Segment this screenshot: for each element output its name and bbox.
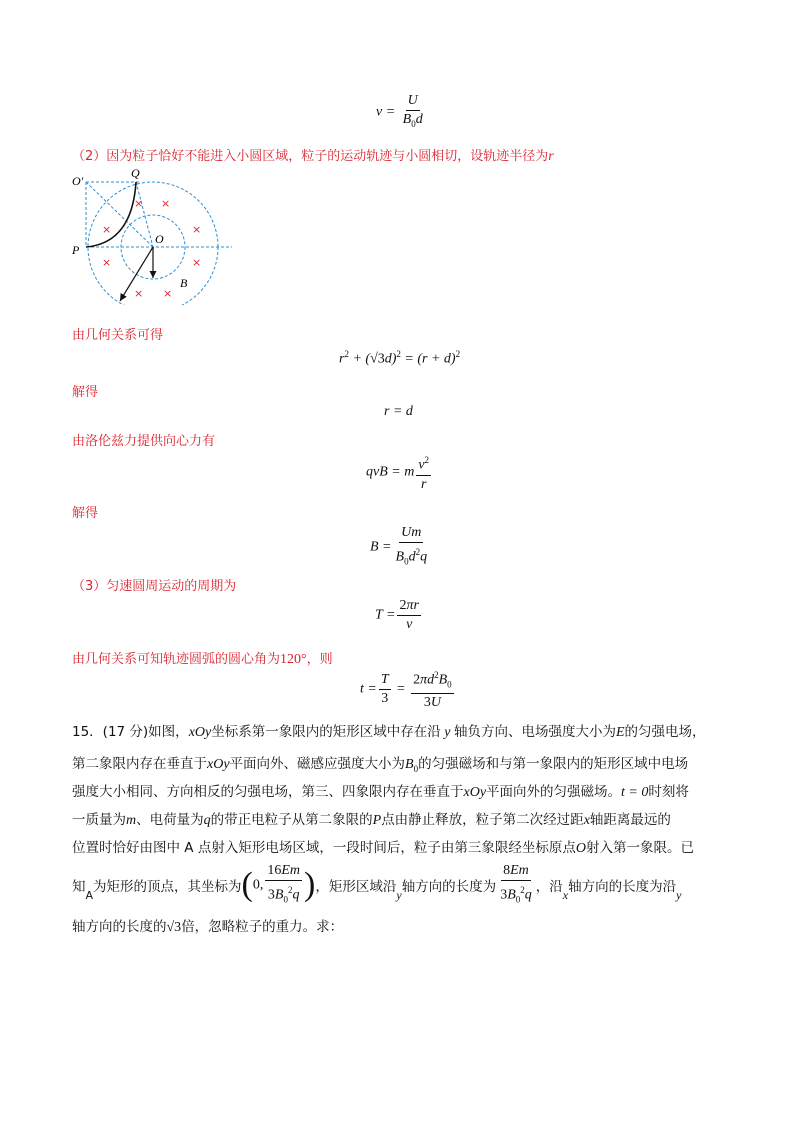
- angle-text: 由几何关系可知轨迹圆弧的圆心角为120°，则: [72, 652, 333, 667]
- equation-geometry: $r^2 + (√3d)^2 = (r + d)^2$: [339, 349, 461, 367]
- q15-line5: 位置时恰好由图中 A 点射入矩形电场区域，一段时间后，粒子由第三象限经坐标原点O射入第一象限。已: [72, 840, 694, 856]
- jiede-2: 解得: [72, 506, 99, 521]
- q15-line7: 轴方向的长度的√3倍，忽略粒子的重力。求：: [72, 919, 344, 935]
- outer-circle: [88, 182, 218, 305]
- lorentz-text: 由洛伦兹力提供向心力有: [72, 434, 216, 449]
- svg-text:×: ×: [161, 197, 171, 210]
- q15-line6: 知 A 为矩形的顶点，其坐标为 (0, $\frac{16Em}{3B_0^2q}$ ) ，矩形区域沿 y 轴方向的长度为 $\frac{8Em}{3B_0^2q}$ ，沿 x 轴方向的长度为沿 y: [72, 862, 682, 905]
- equation-B: B = $\frac{Um}{B_0d^2q}$: [370, 525, 428, 567]
- svg-text:×: ×: [102, 223, 112, 236]
- equation-v: v = $\frac{U}{B_0d}$: [376, 93, 423, 129]
- label-O-prime: O′: [72, 174, 84, 188]
- q15-line1: 15．(17 分)如图，xOy坐标系第一象限内的矩形区域中存在沿 y 轴负方向、电场强度大小为E的匀强电场，: [72, 724, 706, 740]
- svg-text:×: ×: [163, 287, 173, 300]
- svg-text:×: ×: [102, 256, 112, 269]
- geo-text: 由几何关系可得: [72, 328, 164, 343]
- part3-text: （3）匀速圆周运动的周期为: [72, 579, 237, 594]
- label-Q: Q: [131, 166, 140, 180]
- jiede-1: 解得: [72, 385, 99, 400]
- label-P: P: [72, 243, 80, 257]
- trajectory-arc: [86, 182, 136, 247]
- svg-text:×: ×: [192, 223, 202, 236]
- equation-lorentz: qvB = m $\frac{v^2}{r}$: [366, 452, 433, 493]
- q15-line3: 强度大小相同、方向相反的匀强电场，第三、四象限内存在垂直于xOy平面向外的匀强磁场。t = 0时刻将: [72, 784, 689, 800]
- q15-line4: 一质量为m、电荷量为q的带正电粒子从第二象限的P点由静止释放，粒子第二次经过距x轴距离最远的: [72, 812, 671, 828]
- q15-line2: 第二象限内存在垂直于xOy平面向外、磁感应强度大小为$B_0$的匀强磁场和与第一象限内的矩形区域中电场: [72, 756, 689, 774]
- part2-text: （2）因为粒子恰好不能进入小圆区域，粒子的运动轨迹与小圆相切，设轨迹半径为r: [72, 149, 554, 164]
- label-B: B: [180, 276, 188, 290]
- equation-t: t = $\frac{T}{3}$ = $\frac{2\pi d^2B_0}{3U}$: [360, 667, 456, 711]
- svg-text:×: ×: [134, 287, 144, 300]
- circle-figure: [70, 165, 240, 305]
- svg-text:×: ×: [192, 256, 202, 269]
- svg-text:×: ×: [134, 197, 144, 210]
- equation-r: r = d: [384, 404, 413, 419]
- equation-T: T = $\frac{2\pi r}{v}$: [375, 598, 419, 632]
- label-O: O: [155, 232, 164, 246]
